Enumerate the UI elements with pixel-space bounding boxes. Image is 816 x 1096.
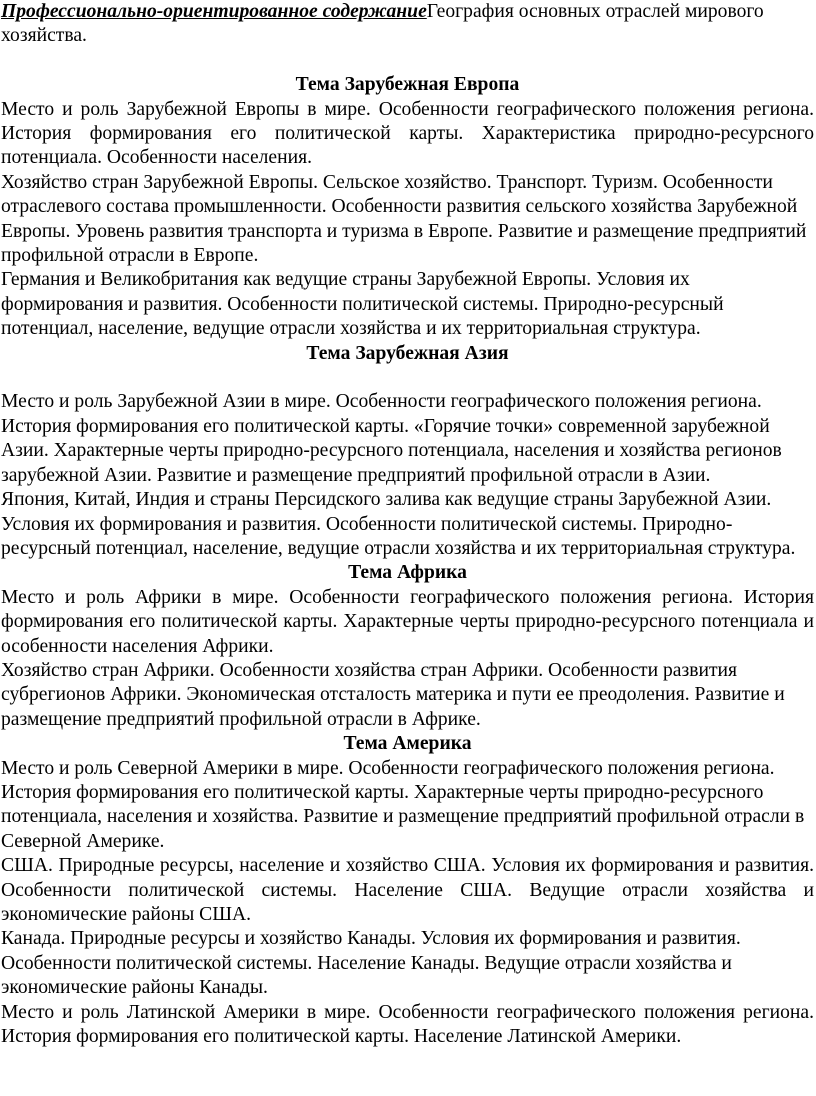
intro-paragraph xyxy=(1,0,814,49)
section-heading-america: Тема Америка xyxy=(343,733,472,755)
africa-paragraph-1: Место и роль Африки в мире. Особенности географического положения региона. История формирования его политической карты. Характерные черты природно-ресурсного потенциала и особенности населения Африки. xyxy=(1,586,814,657)
africa-paragraph-2: Хозяйство стран Африки. Особенности хозяйства стран Африки. Особенности развития субрегионов Африки. Экономическая отсталость материка и пути ее преодоления. Развитие и размещение предприятий профильной отрасли в Африке. xyxy=(1,659,785,730)
america-paragraph-3: Канада. Природные ресурсы и хозяйство Канады. Условия их формирования и развития. Особенности политической системы. Население Канады. Ведущие отрасли хозяйства и экономические районы Канады. xyxy=(1,928,741,999)
europe-paragraph-3: Германия и Великобритания как ведущие страны Зарубежной Европы. Условия их формирования и развития. Особенности политической системы. Природно-ресурсный потенциал, население, ведущие отрасли хозяйства и их территориальная структура. xyxy=(1,269,724,340)
intro-label: Профессионально-ориентированное содержание xyxy=(1,1,427,22)
america-paragraph-2: США. Природные ресурсы, население и хозяйство США. Условия их формирования и развития. Особенности политической системы. Население США. Ведущие отрасли хозяйства и экономические районы США. xyxy=(1,855,814,925)
document-page xyxy=(1,0,814,1049)
america-paragraph-1: Место и роль Северной Америки в мире. Особенности географического положения региона. История формирования его политической карты. Характерные черты природно-ресурсного потенциала, населения и хозяйства. Развитие и размещение предприятий профильной отрасли в Северной Америке. xyxy=(1,757,805,852)
asia-paragraph-1: Место и роль Зарубежной Азии в мире. Особенности географического положения региона. История формирования его политической карты. «Горячие точки» современной зарубежной Азии. Характерные черты природно-ресурсного потенциала, населения и хозяйства регионов зарубежной Азии. Развитие и размещение предприятий профильной отрасли в Азии. xyxy=(1,391,782,486)
section-heading-asia: Тема Зарубежная Азия xyxy=(306,342,509,364)
america-paragraph-4: Место и роль Латинской Америки в мире. Особенности географического положения региона. История формирования его политической карты. Население Латинской Америки. xyxy=(1,1001,814,1048)
section-heading-europe: Тема Зарубежная Европа xyxy=(295,74,520,96)
blank-line xyxy=(1,49,814,73)
europe-paragraph-2: Хозяйство стран Зарубежной Европы. Сельское хозяйство. Транспорт. Туризм. Особенности отраслевого состава промышленности. Особенности развития сельского хозяйства Зарубежной Европы. Уровень развития транспорта и туризма в Европе. Развитие и размещение предприятий профильной отрасли в Европе. xyxy=(1,171,807,267)
intro-text: География основных отраслей мирового хозяйства. xyxy=(1,1,764,47)
blank-line xyxy=(1,366,814,390)
asia-paragraph-2: Япония, Китай, Индия и страны Персидского залива как ведущие страны Зарубежной Азии. Условия их формирования и развития. Особенности политической системы. Природно-ресурсный потенциал, население, ведущие отрасли хозяйства и их территориальная структура. xyxy=(1,489,796,559)
section-heading-africa: Тема Африка xyxy=(348,562,467,584)
europe-paragraph-1: Место и роль Зарубежной Европы в мире. Особенности географического положения региона. История формирования его политической карты. Характеристика природно-ресурсного потенциала. Особенности населения. xyxy=(1,98,814,169)
